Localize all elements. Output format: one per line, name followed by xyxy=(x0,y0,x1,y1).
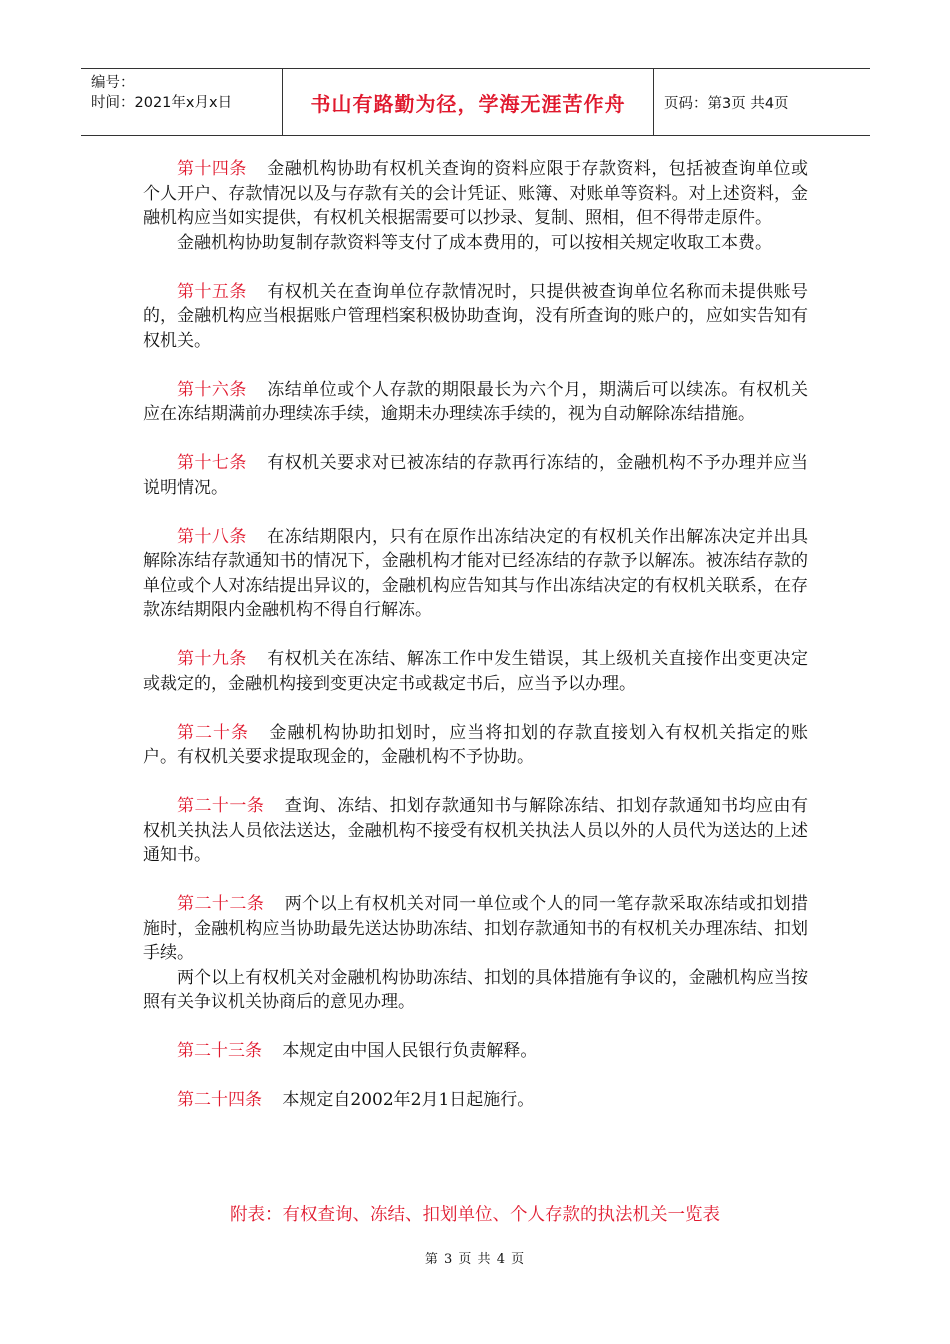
article-number: 第二十四条 xyxy=(177,1090,262,1110)
article-text: 有权机关要求对已被冻结的存款再行冻结的，金融机构不予办理并应当说明情况。 xyxy=(143,453,809,498)
appendix-title: 附表：有权查询、冻结、扣划单位、个人存款的执法机关一览表 xyxy=(230,1205,720,1225)
article-number: 第二十条 xyxy=(177,722,249,743)
page-footer: 第 3 页 共 4 页 xyxy=(424,1252,526,1267)
header-motto: 书山有路勤为径，学海无涯苦作舟 xyxy=(282,69,654,135)
article-block xyxy=(143,794,808,868)
article-text: 两个以上有权机关对同一单位或个人的同一笔存款采取冻结或扣划措施时，金融机构应当协助最先送达协助冻结、扣划存款通知书的有权机关办理冻结、扣划手续。 xyxy=(143,894,809,963)
article-block xyxy=(143,378,808,427)
header-page-info: 页码：第3页 共4页 xyxy=(664,95,789,112)
article-number: 第十七条 xyxy=(177,453,247,473)
article-paragraph xyxy=(143,794,808,868)
article-block xyxy=(143,1088,808,1113)
page-header xyxy=(81,68,870,136)
article-paragraph xyxy=(143,231,808,256)
article-block xyxy=(143,525,808,623)
article-paragraph xyxy=(143,378,808,427)
article-text: 两个以上有权机关对金融机构协助冻结、扣划的具体措施有争议的，金融机构应当按照有关争议机关协商后的意见办理。 xyxy=(143,967,808,1012)
article-text: 本规定由中国人民银行负责解释。 xyxy=(282,1041,538,1061)
article-block xyxy=(143,721,808,770)
article-paragraph xyxy=(143,892,808,966)
article-block xyxy=(143,157,808,255)
document-body xyxy=(143,157,808,1113)
article-number: 第十五条 xyxy=(177,281,247,302)
article-text: 金融机构协助有权机关查询的资料应限于存款资料，包括被查询单位或个人开户、存款情况以及与存款有关的会计凭证、账簿、对账单等资料。对上述资料，金融机构应当如实提供，有权机关根据需要可以抄录、复制、照相，但不得带走原件。 xyxy=(143,159,809,228)
article-paragraph xyxy=(143,157,808,231)
article-block xyxy=(143,892,808,1015)
article-block xyxy=(143,451,808,500)
header-meta xyxy=(81,69,282,135)
article-number: 第二十二条 xyxy=(177,894,265,914)
doc-time-label: 时间：2021年x月x日 xyxy=(91,95,233,111)
article-block xyxy=(143,647,808,696)
article-text: 有权机关在查询单位存款情况时，只提供被查询单位名称而未提供账号的，金融机构应当根据账户管理档案积极协助查询，没有所查询的账户的，应如实告知有权机关。 xyxy=(143,281,809,351)
article-text: 在冻结期限内，只有在原作出冻结决定的有权机关作出解冻决定并出具解除冻结存款通知书的情况下，金融机构才能对已经冻结的存款予以解冻。被冻结存款的单位或个人对冻结提出异议的，金融机构应告知其与作出冻结决定的有权机关联系，在存款冻结期限内金融机构不得自行解冻。 xyxy=(143,526,809,620)
article-text: 金融机构协助扣划时，应当将扣划的存款直接划入有权机关指定的账户。有权机关要求提取现金的，金融机构不予协助。 xyxy=(143,722,808,767)
article-paragraph xyxy=(143,525,808,623)
article-text: 本规定自2002年2月1日起施行。 xyxy=(282,1090,535,1110)
article-paragraph xyxy=(143,647,808,696)
article-number: 第十九条 xyxy=(177,649,247,669)
article-paragraph xyxy=(143,1039,808,1064)
article-number: 第十四条 xyxy=(177,159,247,179)
article-paragraph xyxy=(143,280,808,354)
article-text: 有权机关在冻结、解冻工作中发生错误，其上级机关直接作出变更决定或裁定的，金融机构接到变更决定书或裁定书后，应当予以办理。 xyxy=(143,649,809,694)
article-number: 第二十一条 xyxy=(177,796,265,816)
article-block xyxy=(143,1039,808,1064)
article-number: 第二十三条 xyxy=(177,1041,262,1061)
doc-code-label: 编号： xyxy=(91,75,135,91)
article-number: 第十八条 xyxy=(177,526,247,547)
article-paragraph xyxy=(143,966,808,1015)
article-number: 第十六条 xyxy=(177,379,247,400)
article-paragraph xyxy=(143,721,808,770)
article-block xyxy=(143,280,808,354)
article-text: 冻结单位或个人存款的期限最长为六个月，期满后可以续冻。有权机关应在冻结期满前办理续冻手续，逾期未办理续冻手续的，视为自动解除冻结措施。 xyxy=(143,379,809,424)
article-paragraph xyxy=(143,1088,808,1113)
article-text: 金融机构协助复制存款资料等支付了成本费用的，可以按相关规定收取工本费。 xyxy=(177,232,772,253)
article-paragraph xyxy=(143,451,808,500)
article-text: 查询、冻结、扣划存款通知书与解除冻结、扣划存款通知书均应由有权机关执法人员依法送达，金融机构不接受有权机关执法人员以外的人员代为送达的上述通知书。 xyxy=(143,796,809,865)
